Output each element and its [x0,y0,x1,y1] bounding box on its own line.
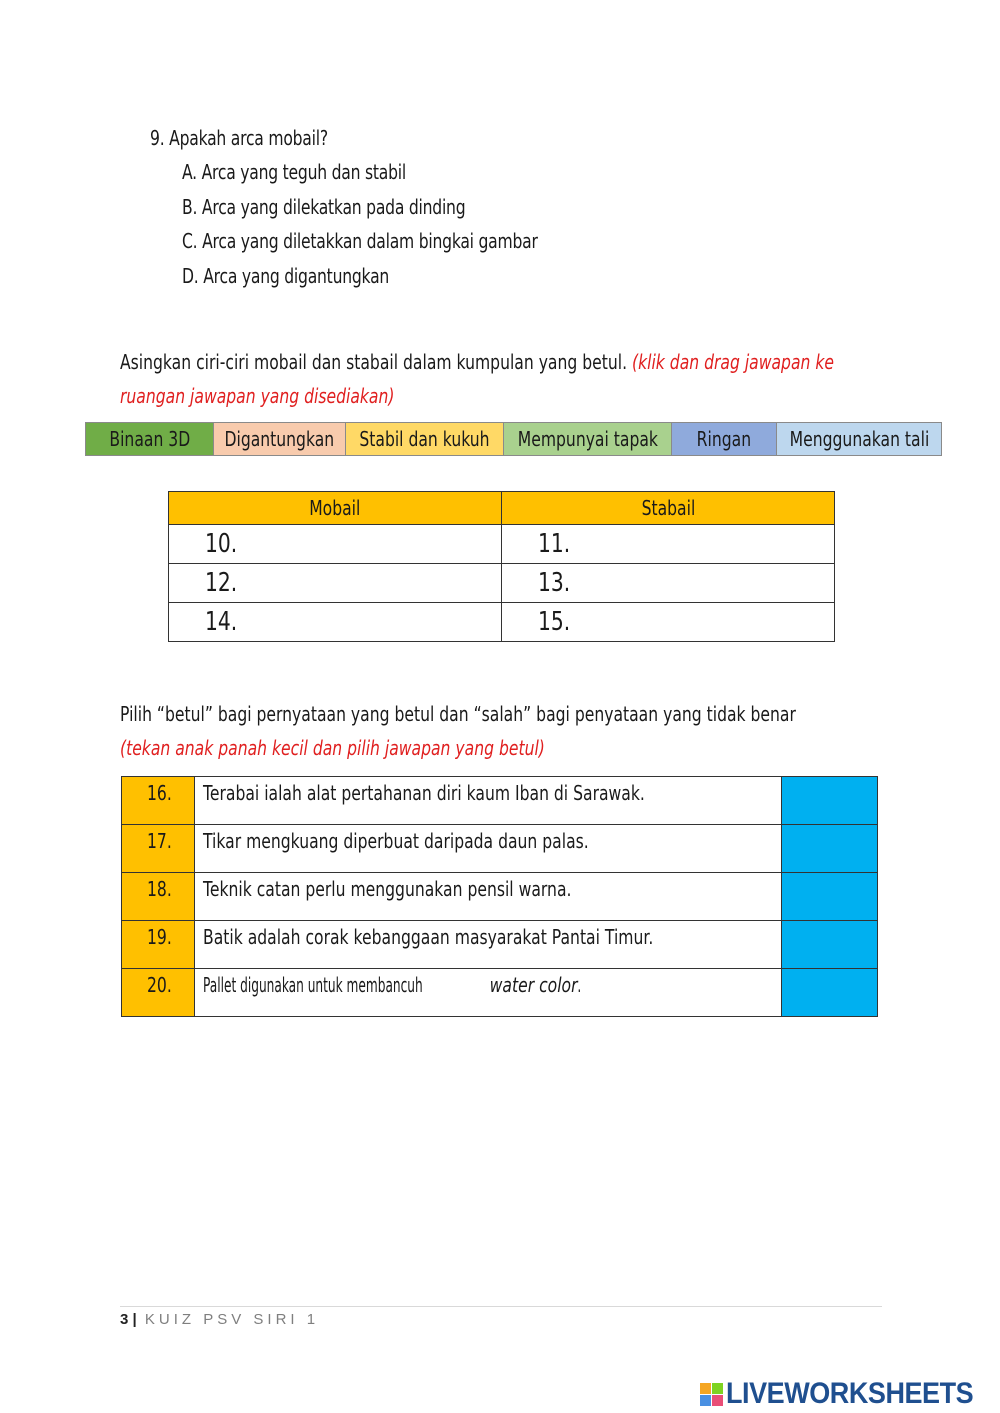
drop-slot-12[interactable]: 12. [169,564,502,603]
liveworksheets-logo-icon [700,1383,723,1406]
row-number: 18. [122,873,195,921]
drop-slot-11[interactable]: 11. [502,525,835,564]
stabail-header: Stabail [502,492,835,525]
mobail-stabail-table [168,491,835,642]
row-number: 19. [122,921,195,969]
instruction-true-false-hint: (tekan anak panah kecil dan pilih jawapan yang betul) [120,736,545,760]
table-row [122,873,878,921]
answer-chip-bank [85,422,942,456]
footer-divider [120,1306,882,1307]
answer-chip-menggunakan-tali[interactable]: Menggunakan tali [777,423,941,455]
answer-dropdown-19[interactable] [782,921,878,969]
instruction-sort-hint: (klik dan drag jawapan ke ruangan jawapan yang disediakan) [120,350,834,408]
instruction-sort-text: Asingkan ciri-ciri mobail dan stabail dalam kumpulan yang betul. [120,350,628,374]
question-9-title: 9. Apakah arca mobail? [150,126,328,150]
page-footer [120,1311,319,1328]
table-row [122,777,878,825]
answer-chip-ringan[interactable]: Ringan [672,423,777,455]
answer-dropdown-17[interactable] [782,825,878,873]
liveworksheets-wordmark: LIVEWORKSHEETS [726,1377,974,1410]
liveworksheets-watermark [700,1377,1000,1411]
row-number: 20. [122,969,195,1017]
row-number: 17. [122,825,195,873]
question-9-option-a: A. Arca yang teguh dan stabil [182,160,406,184]
true-false-table [121,776,878,1017]
drop-slot-10[interactable]: 10. [169,525,502,564]
statement: Pallet digunakan untuk membancuh water color. [194,969,781,1017]
statement: Teknik catan perlu menggunakan pensil warna. [194,873,781,921]
table-row [122,921,878,969]
statement: Terabai ialah alat pertahanan diri kaum Iban di Sarawak. [194,777,781,825]
answer-chip-stabil-dan-kukuh[interactable]: Stabil dan kukuh [346,423,504,455]
question-9-option-d: D. Arca yang digantungkan [182,264,390,288]
table-row [122,825,878,873]
statement: Tikar mengkuang diperbuat daripada daun palas. [194,825,781,873]
answer-chip-mempunyai-tapak[interactable]: Mempunyai tapak [504,423,672,455]
answer-dropdown-18[interactable] [782,873,878,921]
page-number: 3 | [120,1311,137,1328]
answer-dropdown-20[interactable] [782,969,878,1017]
footer-title: KUIZ PSV SIRI 1 [144,1311,320,1328]
row-number: 16. [122,777,195,825]
answer-chip-digantungkan[interactable]: Digantungkan [214,423,346,455]
drop-slot-14[interactable]: 14. [169,603,502,642]
question-9-option-c: C. Arca yang diletakkan dalam bingkai gambar [182,229,538,253]
instruction-sort [120,345,880,413]
table-row [122,969,878,1017]
question-9-option-b: B. Arca yang dilekatkan pada dinding [182,195,466,219]
answer-dropdown-16[interactable] [782,777,878,825]
instruction-true-false-text: Pilih “betul” bagi pernyataan yang betul dan “salah” bagi penyataan yang tidak benar [120,702,796,726]
statement: Batik adalah corak kebanggaan masyarakat Pantai Timur. [194,921,781,969]
answer-chip-binaan-3d[interactable]: Binaan 3D [86,423,214,455]
drop-slot-15[interactable]: 15. [502,603,835,642]
mobail-header: Mobail [169,492,502,525]
instruction-true-false [120,697,910,765]
drop-slot-13[interactable]: 13. [502,564,835,603]
